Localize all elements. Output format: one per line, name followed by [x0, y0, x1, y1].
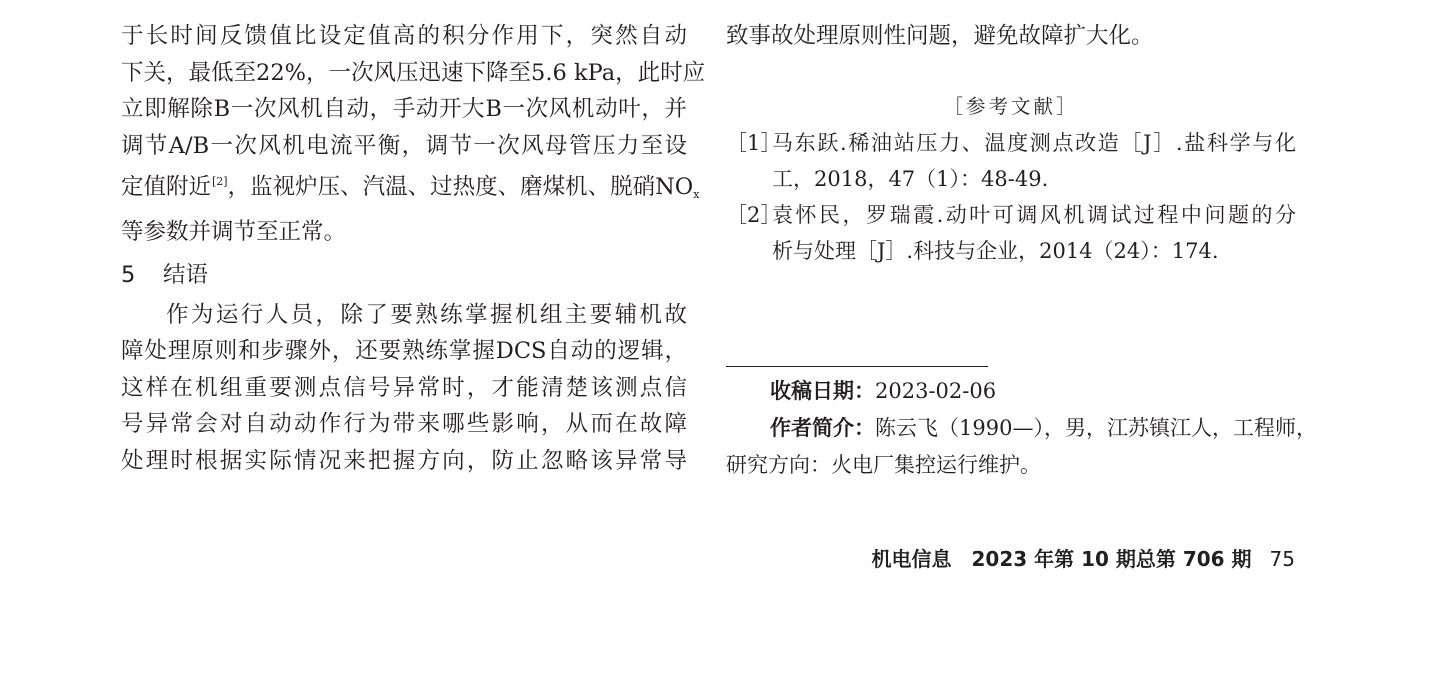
- reference-index: ［1］: [726, 130, 782, 155]
- page-footer: [871, 545, 1295, 573]
- reference-line: 工，2018，47（1）：48-49.: [772, 166, 1049, 191]
- body-line: 处理时根据实际情况来把握方向，防止忽略该异常导: [121, 447, 687, 474]
- section-heading: [121, 257, 687, 293]
- reference-item: [726, 197, 1296, 269]
- references-heading: ［参考文献］: [943, 94, 1079, 118]
- body-line: 下关，最低至22%，一次风压迅速下降至5.6 kPa，此时应: [121, 59, 706, 86]
- reference-text: [772, 197, 1296, 269]
- text-segment: ，监视炉压、汽温、过热度、磨煤机、脱硝NO: [227, 174, 694, 201]
- body-line: 调节A/B一次风机电流平衡，调节一次风母管压力至设: [121, 132, 687, 159]
- text-segment: 定值附近: [121, 174, 212, 201]
- issue-info: 2023 年第 10 期总第 706 期: [971, 547, 1252, 571]
- author-bio-line: [726, 410, 1317, 447]
- received-date-line: [726, 373, 1296, 410]
- section-title: 结语: [163, 261, 209, 288]
- reference-item: [726, 125, 1296, 197]
- reference-line: 马东跃.稀油站压力、温度测点改造［J］.盐科学与化: [772, 130, 1296, 155]
- body-line: 号异常会对自动动作行为带来哪些影响，从而在故障: [121, 411, 687, 438]
- reference-line: 袁怀民，罗瑞霞.动叶可调风机调试过程中问题的分: [772, 202, 1296, 227]
- body-line: 于长时间反馈值比设定值高的积分作用下，突然自动: [121, 23, 687, 49]
- reference-text: [772, 125, 1296, 197]
- body-line-with-citation: [121, 164, 700, 214]
- received-label: 收稿日期：: [770, 379, 875, 403]
- journal-name: 机电信息: [871, 547, 952, 571]
- author-bio-line: 研究方向：火电厂集控运行维护。: [726, 453, 1041, 477]
- author-bio: 陈云飞（1990—），男，江苏镇江人，工程师，: [875, 416, 1317, 440]
- body-line: 障处理原则和步骤外，还要熟练掌握DCS自动的逻辑，: [121, 338, 687, 365]
- left-column: [121, 18, 706, 480]
- subscript: x: [693, 188, 700, 202]
- author-label: 作者简介：: [770, 416, 875, 440]
- right-column: [726, 18, 1296, 269]
- footnote-divider: [726, 366, 988, 367]
- body-line: 这样在机组重要测点信号异常时，才能清楚该测点信: [121, 374, 687, 401]
- page-number: 75: [1269, 547, 1295, 571]
- body-line: 立即解除B一次风机自动，手动开大B一次风机动叶，并: [121, 96, 687, 123]
- section-number: 5: [121, 261, 136, 288]
- body-line: 作为运行人员，除了要熟练掌握机组主要辅机故: [166, 301, 687, 328]
- received-date: 2023-02-06: [875, 379, 997, 403]
- body-line: 致事故处理原则性问题，避免故障扩大化。: [726, 23, 1154, 49]
- reference-index: ［2］: [726, 202, 782, 227]
- citation-superscript: [2]: [212, 175, 228, 189]
- body-line: 等参数并调节至正常。: [121, 218, 347, 245]
- reference-line: 析与处理［J］.科技与企业，2014（24）：174.: [772, 238, 1219, 263]
- article-notes: [726, 373, 1317, 484]
